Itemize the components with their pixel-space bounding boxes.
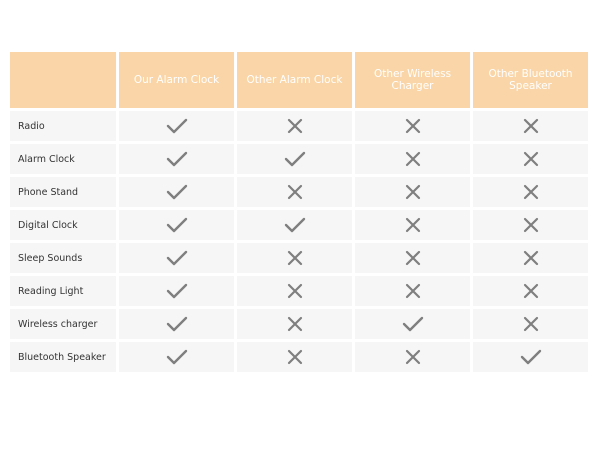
check-icon: [166, 216, 188, 234]
comparison-cell: [355, 210, 470, 240]
table-row: [10, 243, 588, 273]
comparison-cell: [237, 243, 352, 273]
comparison-cell: [237, 309, 352, 339]
comparison-cell: [237, 177, 352, 207]
cross-icon: [522, 249, 540, 267]
feature-label: Wireless charger: [10, 309, 116, 339]
cross-icon: [286, 315, 304, 333]
comparison-cell: [355, 243, 470, 273]
cross-icon: [286, 183, 304, 201]
column-header-other-wireless-charger: Other Wireless Charger: [355, 52, 470, 108]
cross-icon: [522, 282, 540, 300]
feature-label: Reading Light: [10, 276, 116, 306]
table-row: [10, 111, 588, 141]
cross-icon: [286, 348, 304, 366]
comparison-cell: [119, 243, 234, 273]
check-icon: [166, 117, 188, 135]
comparison-cell: [355, 276, 470, 306]
cross-icon: [404, 249, 422, 267]
cross-icon: [522, 117, 540, 135]
column-header-our-alarm-clock: Our Alarm Clock: [119, 52, 234, 108]
comparison-cell: [473, 276, 588, 306]
table-row: [10, 276, 588, 306]
comparison-cell: [119, 342, 234, 372]
check-icon: [284, 216, 306, 234]
comparison-cell: [473, 243, 588, 273]
cross-icon: [404, 216, 422, 234]
cross-icon: [404, 183, 422, 201]
cross-icon: [404, 150, 422, 168]
table-row: [10, 177, 588, 207]
table-row: [10, 309, 588, 339]
comparison-cell: [119, 177, 234, 207]
feature-label: Sleep Sounds: [10, 243, 116, 273]
check-icon: [166, 315, 188, 333]
column-header-other-bluetooth-speaker: Other Bluetooth Speaker: [473, 52, 588, 108]
comparison-cell: [237, 111, 352, 141]
comparison-cell: [355, 111, 470, 141]
cross-icon: [404, 282, 422, 300]
check-icon: [166, 183, 188, 201]
comparison-cell: [237, 144, 352, 174]
comparison-cell: [355, 177, 470, 207]
comparison-cell: [473, 144, 588, 174]
comparison-cell: [473, 309, 588, 339]
cross-icon: [522, 216, 540, 234]
comparison-cell: [355, 309, 470, 339]
comparison-cell: [473, 177, 588, 207]
cross-icon: [404, 117, 422, 135]
table-header-row: [10, 52, 588, 108]
cross-icon: [286, 117, 304, 135]
comparison-cell: [237, 342, 352, 372]
check-icon: [166, 282, 188, 300]
feature-label: Digital Clock: [10, 210, 116, 240]
comparison-cell: [473, 342, 588, 372]
check-icon: [520, 348, 542, 366]
cross-icon: [522, 183, 540, 201]
feature-label: Alarm Clock: [10, 144, 116, 174]
check-icon: [166, 249, 188, 267]
cross-icon: [286, 282, 304, 300]
check-icon: [166, 150, 188, 168]
comparison-cell: [355, 342, 470, 372]
check-icon: [402, 315, 424, 333]
comparison-table: [10, 52, 588, 372]
comparison-cell: [473, 210, 588, 240]
comparison-cell: [237, 276, 352, 306]
comparison-cell: [119, 276, 234, 306]
comparison-cell: [119, 111, 234, 141]
table-row: [10, 342, 588, 372]
header-corner-cell: [10, 52, 116, 108]
comparison-cell: [473, 111, 588, 141]
comparison-cell: [119, 309, 234, 339]
check-icon: [166, 348, 188, 366]
feature-label: Radio: [10, 111, 116, 141]
comparison-cell: [237, 210, 352, 240]
cross-icon: [522, 150, 540, 168]
feature-label: Bluetooth Speaker: [10, 342, 116, 372]
comparison-cell: [355, 144, 470, 174]
table-row: [10, 210, 588, 240]
cross-icon: [286, 249, 304, 267]
comparison-cell: [119, 144, 234, 174]
cross-icon: [404, 348, 422, 366]
cross-icon: [522, 315, 540, 333]
column-header-other-alarm-clock: Other Alarm Clock: [237, 52, 352, 108]
comparison-cell: [119, 210, 234, 240]
table-row: [10, 144, 588, 174]
check-icon: [284, 150, 306, 168]
feature-label: Phone Stand: [10, 177, 116, 207]
